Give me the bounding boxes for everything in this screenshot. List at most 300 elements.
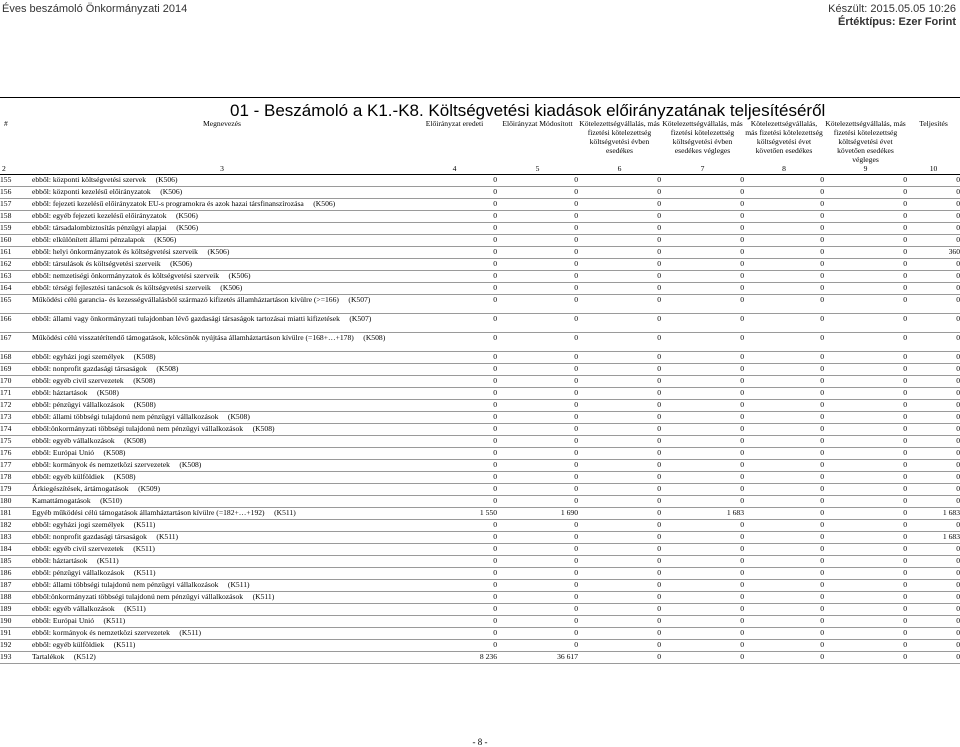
row-value: 0 — [497, 211, 578, 223]
row-number: 191 — [0, 628, 32, 640]
row-number: 181 — [0, 508, 32, 520]
row-value: 0 — [907, 412, 960, 424]
report-name: Éves beszámoló Önkormányzati 2014 — [2, 3, 188, 15]
row-value: 0 — [578, 532, 661, 544]
row-value: 0 — [578, 295, 661, 314]
row-value: 0 — [578, 187, 661, 199]
row-value: 0 — [497, 592, 578, 604]
col-number: 10 — [907, 164, 960, 175]
row-description: ebből: nonprofit gazdasági társaságok (K511) — [32, 532, 412, 544]
row-value: 0 — [497, 295, 578, 314]
table-row — [0, 436, 960, 448]
col-kotelezettseg-eves-vegleges: Kötelezettségvállalás, más fizetési kötelezettség költségvetési évben esedékes végleges — [662, 119, 743, 155]
row-description: ebből: társulások és költségvetési szerveik (K506) — [32, 259, 412, 271]
row-value: 36 617 — [497, 652, 578, 664]
row-number: 173 — [0, 412, 32, 424]
row-value: 0 — [578, 388, 661, 400]
row-value: 0 — [744, 235, 824, 247]
row-value: 0 — [907, 211, 960, 223]
row-number: 171 — [0, 388, 32, 400]
row-value: 0 — [578, 628, 661, 640]
data-rows — [0, 175, 960, 664]
row-value: 0 — [824, 314, 907, 333]
row-number: 186 — [0, 568, 32, 580]
table-row — [0, 580, 960, 592]
row-value: 0 — [824, 580, 907, 592]
row-value: 0 — [497, 532, 578, 544]
row-value: 0 — [824, 604, 907, 616]
row-value: 0 — [578, 640, 661, 652]
row-value: 0 — [824, 271, 907, 283]
row-value: 0 — [744, 283, 824, 295]
row-value: 0 — [412, 187, 497, 199]
row-value: 0 — [578, 460, 661, 472]
row-value: 0 — [744, 211, 824, 223]
row-value: 0 — [578, 223, 661, 235]
row-value: 0 — [578, 436, 661, 448]
col-number: 4 — [412, 164, 497, 175]
row-description: ebből: kormányok és nemzetközi szervezetek (K508) — [32, 460, 412, 472]
row-value: 0 — [412, 400, 497, 412]
row-number: 166 — [0, 314, 32, 333]
row-value: 0 — [497, 556, 578, 568]
row-value: 0 — [497, 604, 578, 616]
row-value: 0 — [824, 247, 907, 259]
row-value: 0 — [578, 400, 661, 412]
row-value: 0 — [578, 568, 661, 580]
row-value: 0 — [744, 520, 824, 532]
row-value: 0 — [412, 556, 497, 568]
row-description: Árkiegészítések, ártámogatások (K509) — [32, 484, 412, 496]
row-description: ebből: egyéb vállalkozások (K511) — [32, 604, 412, 616]
page-title: 01 - Beszámoló a K1.-K8. Költségvetési kiadások előirányzatának teljesítéséről — [230, 101, 826, 120]
row-value: 0 — [661, 333, 744, 352]
row-value: 0 — [907, 199, 960, 211]
row-value: 0 — [744, 460, 824, 472]
row-value: 0 — [497, 223, 578, 235]
row-value: 0 — [661, 436, 744, 448]
row-value: 0 — [578, 616, 661, 628]
row-value: 0 — [497, 259, 578, 271]
row-value: 0 — [412, 616, 497, 628]
row-value: 0 — [412, 484, 497, 496]
row-value: 0 — [824, 628, 907, 640]
row-value: 0 — [661, 175, 744, 187]
row-number: 182 — [0, 520, 32, 532]
row-value: 0 — [497, 472, 578, 484]
row-number: 179 — [0, 484, 32, 496]
row-value: 0 — [744, 247, 824, 259]
row-value: 0 — [578, 412, 661, 424]
row-value: 0 — [578, 544, 661, 556]
row-value: 0 — [824, 640, 907, 652]
row-value: 0 — [824, 496, 907, 508]
table-row — [0, 412, 960, 424]
row-value: 0 — [661, 616, 744, 628]
row-value: 8 236 — [412, 652, 497, 664]
row-value: 0 — [497, 436, 578, 448]
row-value: 0 — [497, 520, 578, 532]
row-value: 0 — [578, 580, 661, 592]
row-value: 0 — [412, 568, 497, 580]
row-value: 0 — [661, 352, 744, 364]
row-value: 1 683 — [907, 508, 960, 520]
row-value: 0 — [412, 388, 497, 400]
row-value: 0 — [824, 616, 907, 628]
row-value: 0 — [824, 295, 907, 314]
row-value: 0 — [824, 187, 907, 199]
row-number: 189 — [0, 604, 32, 616]
row-value: 0 — [497, 424, 578, 436]
row-value: 0 — [412, 259, 497, 271]
row-value: 0 — [907, 352, 960, 364]
row-value: 0 — [412, 364, 497, 376]
row-description: Kamattámogatások (K510) — [32, 496, 412, 508]
row-value: 0 — [744, 424, 824, 436]
row-description: ebből: helyi önkormányzatok és költségvetési szerveik (K506) — [32, 247, 412, 259]
row-value: 0 — [578, 283, 661, 295]
row-value: 0 — [412, 580, 497, 592]
row-value: 0 — [907, 187, 960, 199]
table-row — [0, 604, 960, 616]
row-number: 185 — [0, 556, 32, 568]
row-value: 0 — [907, 580, 960, 592]
row-value: 0 — [744, 532, 824, 544]
row-description: ebből:önkormányzati többségi tulajdonú nem pénzügyi vállalkozások (K511) — [32, 592, 412, 604]
row-value: 0 — [824, 175, 907, 187]
table-row — [0, 295, 960, 314]
row-value: 0 — [661, 247, 744, 259]
row-number: 167 — [0, 333, 32, 352]
row-value: 0 — [824, 460, 907, 472]
row-value: 0 — [497, 448, 578, 460]
row-description: ebből: térségi fejlesztési tanácsok és költségvetési szerveik (K506) — [32, 283, 412, 295]
row-number: 164 — [0, 283, 32, 295]
row-description: ebből: központi költségvetési szervek (K506) — [32, 175, 412, 187]
row-value: 0 — [497, 333, 578, 352]
row-value: 0 — [578, 235, 661, 247]
col-megnevezes: Megnevezés — [203, 119, 241, 128]
row-number: 192 — [0, 640, 32, 652]
table-row — [0, 640, 960, 652]
row-value: 0 — [824, 508, 907, 520]
row-value: 0 — [578, 333, 661, 352]
row-number: 190 — [0, 616, 32, 628]
row-value: 0 — [744, 376, 824, 388]
row-number: 162 — [0, 259, 32, 271]
row-number: 163 — [0, 271, 32, 283]
row-value: 0 — [824, 652, 907, 664]
row-description: ebből: egyházi jogi személyek (K511) — [32, 520, 412, 532]
row-number: 172 — [0, 400, 32, 412]
row-value: 0 — [824, 484, 907, 496]
row-value: 0 — [578, 448, 661, 460]
table-row — [0, 352, 960, 364]
row-value: 0 — [907, 436, 960, 448]
row-value: 0 — [744, 604, 824, 616]
row-value: 0 — [907, 628, 960, 640]
row-value: 0 — [412, 235, 497, 247]
row-value: 0 — [412, 496, 497, 508]
row-value: 0 — [412, 604, 497, 616]
row-value: 0 — [744, 388, 824, 400]
col-eloiranyzat-modositott: Előirányzat Módosított — [502, 119, 573, 128]
row-number: 155 — [0, 175, 32, 187]
row-description: Tartalékok (K512) — [32, 652, 412, 664]
row-value: 0 — [497, 352, 578, 364]
row-value: 0 — [661, 235, 744, 247]
row-value: 0 — [824, 211, 907, 223]
row-value: 0 — [497, 568, 578, 580]
row-value: 0 — [824, 376, 907, 388]
row-value: 0 — [907, 484, 960, 496]
table-row — [0, 628, 960, 640]
row-value: 0 — [661, 448, 744, 460]
row-value: 0 — [497, 400, 578, 412]
row-description: Működési célú garancia- és kezességvállalásból származó kifizetés államháztartáson kívülre (>=166) (K507) — [32, 295, 412, 314]
row-value: 0 — [744, 592, 824, 604]
row-value: 0 — [661, 424, 744, 436]
row-value: 0 — [412, 640, 497, 652]
row-value: 0 — [661, 259, 744, 271]
row-description: ebből: egyéb külföldiek (K508) — [32, 472, 412, 484]
row-value: 0 — [907, 616, 960, 628]
row-value: 0 — [661, 223, 744, 235]
row-value: 0 — [578, 424, 661, 436]
col-number: 6 — [578, 164, 661, 175]
row-value: 0 — [412, 628, 497, 640]
table-row — [0, 592, 960, 604]
row-number: 157 — [0, 199, 32, 211]
table-row — [0, 556, 960, 568]
row-value: 0 — [661, 460, 744, 472]
row-value: 0 — [744, 448, 824, 460]
row-value: 0 — [744, 199, 824, 211]
table-row — [0, 616, 960, 628]
row-description: ebből: egyéb külföldiek (K511) — [32, 640, 412, 652]
row-value: 0 — [661, 388, 744, 400]
table-row — [0, 652, 960, 664]
col-number: 9 — [824, 164, 907, 175]
row-value: 0 — [661, 211, 744, 223]
row-value: 0 — [412, 175, 497, 187]
table-row — [0, 388, 960, 400]
created-date: Készült: 2015.05.05 10:26 — [828, 3, 956, 15]
row-value: 0 — [578, 259, 661, 271]
row-description: ebből:önkormányzati többségi tulajdonú nem pénzügyi vállalkozások (K508) — [32, 424, 412, 436]
table-row — [0, 544, 960, 556]
row-description: ebből: egyéb civil szervezetek (K508) — [32, 376, 412, 388]
row-value: 0 — [824, 556, 907, 568]
row-value: 0 — [497, 175, 578, 187]
row-value: 0 — [661, 283, 744, 295]
row-number: 187 — [0, 580, 32, 592]
row-value: 0 — [661, 484, 744, 496]
row-number: 160 — [0, 235, 32, 247]
col-hash: # — [4, 119, 8, 128]
row-number: 183 — [0, 532, 32, 544]
col-number: 8 — [744, 164, 824, 175]
table-row — [0, 484, 960, 496]
row-value: 0 — [907, 175, 960, 187]
row-description: ebből: elkülönített állami pénzalapok (K506) — [32, 235, 412, 247]
row-value: 0 — [824, 259, 907, 271]
col-number: 7 — [661, 164, 744, 175]
row-value: 0 — [744, 472, 824, 484]
row-value: 0 — [744, 436, 824, 448]
row-value: 0 — [661, 472, 744, 484]
row-value: 0 — [907, 364, 960, 376]
row-value: 0 — [497, 314, 578, 333]
row-value: 0 — [578, 211, 661, 223]
row-description: ebből: pénzügyi vállalkozások (K511) — [32, 568, 412, 580]
row-value: 1 690 — [497, 508, 578, 520]
row-value: 0 — [907, 448, 960, 460]
row-value: 0 — [744, 364, 824, 376]
row-value: 0 — [744, 352, 824, 364]
table-row — [0, 235, 960, 247]
row-value: 0 — [907, 424, 960, 436]
row-value: 0 — [744, 412, 824, 424]
row-value: 0 — [907, 496, 960, 508]
row-number: 178 — [0, 472, 32, 484]
column-number-row — [0, 164, 960, 175]
row-value: 0 — [824, 472, 907, 484]
row-value: 0 — [824, 436, 907, 448]
row-number: 175 — [0, 436, 32, 448]
row-value: 0 — [661, 556, 744, 568]
row-value: 0 — [578, 247, 661, 259]
row-value: 0 — [412, 247, 497, 259]
table-row — [0, 568, 960, 580]
row-value: 0 — [578, 556, 661, 568]
row-value: 0 — [907, 283, 960, 295]
row-value: 0 — [744, 175, 824, 187]
value-type: Értéktípus: Ezer Forint — [838, 16, 956, 28]
col-kotelezettseg-kovetoen-vegleges: Kötelezettségvállalás, más fizetési kötelezettség költségvetési évet követően esedékes végleges — [825, 119, 906, 164]
row-value: 0 — [661, 496, 744, 508]
row-number: 188 — [0, 592, 32, 604]
row-value: 0 — [661, 568, 744, 580]
row-value: 0 — [578, 652, 661, 664]
row-value: 0 — [661, 628, 744, 640]
row-value: 0 — [578, 314, 661, 333]
row-value: 0 — [497, 376, 578, 388]
row-number: 169 — [0, 364, 32, 376]
row-value: 0 — [661, 412, 744, 424]
row-value: 0 — [744, 556, 824, 568]
row-value: 0 — [661, 532, 744, 544]
row-number: 180 — [0, 496, 32, 508]
row-value: 0 — [661, 640, 744, 652]
table-row — [0, 175, 960, 187]
row-number: 176 — [0, 448, 32, 460]
row-value: 0 — [497, 616, 578, 628]
row-number: 168 — [0, 352, 32, 364]
row-value: 0 — [412, 199, 497, 211]
col-kotelezettseg-kovetoen: Kötelezettségvállalás, más fizetési kötelezettség költségvetési évet követően esedékes — [745, 119, 823, 155]
title-rule — [0, 97, 960, 98]
row-value: 0 — [497, 460, 578, 472]
row-value: 0 — [907, 520, 960, 532]
row-description: ebből: pénzügyi vállalkozások (K508) — [32, 400, 412, 412]
row-value: 0 — [744, 508, 824, 520]
row-value: 0 — [744, 187, 824, 199]
page-number: - 8 - — [472, 737, 488, 747]
row-value: 0 — [578, 364, 661, 376]
row-value: 0 — [744, 580, 824, 592]
row-description: ebből: egyéb fejezeti kezelésű előirányzatok (K506) — [32, 211, 412, 223]
row-value: 0 — [824, 592, 907, 604]
row-value: 0 — [824, 388, 907, 400]
row-value: 0 — [907, 235, 960, 247]
row-value: 0 — [412, 436, 497, 448]
row-value: 0 — [744, 544, 824, 556]
row-value: 0 — [744, 333, 824, 352]
row-value: 0 — [744, 484, 824, 496]
row-value: 0 — [824, 223, 907, 235]
row-value: 0 — [661, 187, 744, 199]
table-row — [0, 448, 960, 460]
row-value: 0 — [578, 472, 661, 484]
row-description: ebből: társadalombiztosítás pénzügyi alapjai (K506) — [32, 223, 412, 235]
row-value: 0 — [497, 247, 578, 259]
row-value: 0 — [824, 283, 907, 295]
row-value: 0 — [907, 314, 960, 333]
row-value: 0 — [907, 333, 960, 352]
row-value: 0 — [907, 568, 960, 580]
row-value: 0 — [412, 283, 497, 295]
row-value: 0 — [412, 314, 497, 333]
row-value: 0 — [661, 314, 744, 333]
table-row — [0, 187, 960, 199]
col-kotelezettseg-eves: Kötelezettségvállalás, más fizetési kötelezettség költségvetési évben esedékes — [579, 119, 660, 155]
row-value: 0 — [824, 448, 907, 460]
table-row — [0, 364, 960, 376]
row-number: 158 — [0, 211, 32, 223]
row-description: ebből: Európai Unió (K508) — [32, 448, 412, 460]
row-value: 0 — [907, 400, 960, 412]
row-value: 0 — [907, 376, 960, 388]
row-value: 0 — [907, 592, 960, 604]
table-row — [0, 532, 960, 544]
row-value: 360 — [907, 247, 960, 259]
row-value: 0 — [907, 460, 960, 472]
row-value: 0 — [497, 496, 578, 508]
row-value: 0 — [661, 364, 744, 376]
row-value: 0 — [578, 520, 661, 532]
row-value: 0 — [578, 592, 661, 604]
row-value: 0 — [497, 484, 578, 496]
row-value: 0 — [412, 532, 497, 544]
row-value: 0 — [744, 496, 824, 508]
row-value: 0 — [412, 295, 497, 314]
table-row — [0, 211, 960, 223]
row-value: 0 — [578, 496, 661, 508]
row-value: 0 — [661, 592, 744, 604]
row-value: 0 — [661, 604, 744, 616]
row-value: 0 — [824, 400, 907, 412]
row-value: 0 — [412, 520, 497, 532]
row-value: 0 — [412, 271, 497, 283]
row-description: ebből: állami vagy önkormányzati tulajdonban lévő gazdasági társaságok tartozásai miatti kifizetések (K507) — [32, 314, 412, 333]
table-row — [0, 283, 960, 295]
row-value: 0 — [907, 271, 960, 283]
row-description: ebből: nemzetiségi önkormányzatok és költségvetési szerveik (K506) — [32, 271, 412, 283]
row-value: 0 — [412, 223, 497, 235]
row-value: 1 550 — [412, 508, 497, 520]
row-value: 0 — [578, 199, 661, 211]
